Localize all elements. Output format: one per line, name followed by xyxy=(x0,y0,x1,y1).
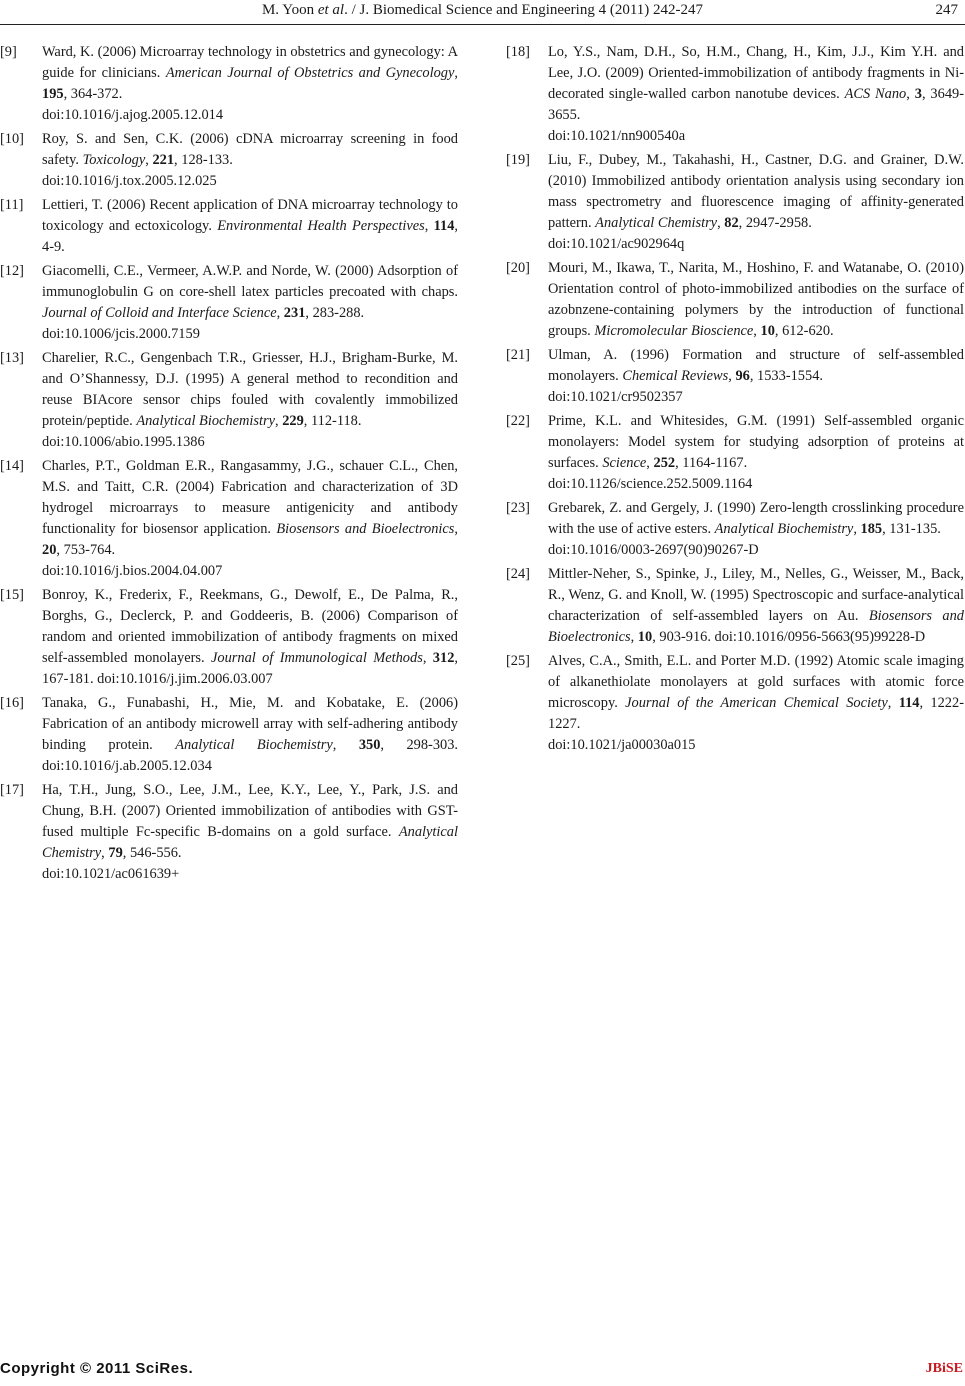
reference-doi: doi:10.1021/ja00030a015 xyxy=(548,737,696,753)
reference-authors: Lettieri, T. (2006) Recent application of DNA microarray technology to toxicology and ectoxicology. xyxy=(42,197,458,234)
reference-number: [11] xyxy=(0,197,24,213)
reference-separator: , xyxy=(145,152,153,168)
reference-authors: Mittler-Neher, S., Spinke, J., Liley, M., Nelles, G., Weisser, M., Back, R., Wenz, G. and Knoll, W. (1995) Spectroscopic and surface-analytical characterization of self-assembled layers on Au. xyxy=(548,566,964,624)
reference-doi: doi:10.1021/cr9502357 xyxy=(548,389,683,405)
reference-separator: , xyxy=(101,845,109,861)
reference-journal: Analytical Chemistry xyxy=(595,215,718,231)
title-suffix: . / J. Biomedical Science and Engineering 4 (2011) 242-247 xyxy=(344,2,704,18)
reference-pages: , 2947-2958. xyxy=(738,215,812,231)
reference-authors: Tanaka, G., Funabashi, H., Mie, M. and Kobatake, E. (2006) Fabrication of an antibody microwell array with self-adhering antibody binding protein. xyxy=(42,695,458,753)
page-footer xyxy=(0,1358,965,1386)
reference-separator: , xyxy=(274,413,283,429)
reference-pages: , 4-9. xyxy=(42,218,459,255)
reference-entry xyxy=(0,195,458,258)
reference-separator: , xyxy=(906,86,915,102)
reference-separator: , xyxy=(887,695,899,711)
reference-number: [12] xyxy=(0,263,24,279)
running-header xyxy=(0,0,965,30)
reference-journal: ACS Nano xyxy=(844,86,907,102)
reference-separator: , xyxy=(454,65,458,81)
reference-journal: Analytical Biochemistry xyxy=(714,521,854,537)
reference-authors: Charles, P.T., Goldman E.R., Rangasammy, J.G., schauer C.L., Chen, M.S. and Taitt, C.R. (2004) Fabrication and characterization of 3D hydrogel microarrays to measure antigenicity and antibody functionality for biosensor application. xyxy=(42,458,458,537)
reference-pages: , 298-303. doi:10.1016/j.ab.2005.12.034 xyxy=(42,737,459,774)
reference-journal: Chemical Reviews xyxy=(622,368,729,384)
reference-authors: Ulman, A. (1996) Formation and structure of self-assembled monolayers. xyxy=(548,347,964,384)
reference-separator: , xyxy=(276,305,284,321)
reference-pages: , 112-118. xyxy=(303,413,362,429)
reference-entry xyxy=(506,258,964,342)
reference-journal: Analytical Biochemistry xyxy=(175,737,333,753)
reference-authors: Ha, T.H., Jung, S.O., Lee, J.M., Lee, K.Y., Lee, Y., Park, J.S. and Chung, B.H. (2007) Oriented immobilization of antibodies with GST-fused multiple Fc-specific B-domains on a gold surface. xyxy=(42,782,458,840)
reference-doi: doi:10.1016/0003-2697(90)90267-D xyxy=(548,542,759,558)
reference-number: [13] xyxy=(0,350,24,366)
reference-entry xyxy=(0,780,458,885)
reference-pages: , 1164-1167. xyxy=(675,455,748,471)
reference-volume: 96 xyxy=(735,368,750,384)
reference-number: [23] xyxy=(506,500,530,516)
reference-volume: 231 xyxy=(283,305,306,321)
reference-separator: , xyxy=(646,455,654,471)
reference-entry xyxy=(506,651,964,756)
reference-number: [24] xyxy=(506,566,530,582)
reference-journal: American Journal of Obstetrics and Gynecology xyxy=(165,65,455,81)
reference-entry xyxy=(506,150,964,255)
reference-authors: Liu, F., Dubey, M., Takahashi, H., Castner, D.G. and Grainer, D.W. (2010) Immobilized antibody orientation analysis using secondary ion mass spectrometry and fluorescence imaging of affinity-generated pattern. xyxy=(548,152,964,231)
reference-entry xyxy=(506,345,964,408)
reference-pages: , 364-372. xyxy=(63,86,123,102)
reference-doi: doi:10.1021/nn900540a xyxy=(548,128,686,144)
reference-authors: Giacomelli, C.E., Vermeer, A.W.P. and Norde, W. (2000) Adsorption of immunoglobulin G on core-shell latex particles precoated with chaps. xyxy=(42,263,458,300)
reference-number: [21] xyxy=(506,347,530,363)
reference-authors: Roy, S. and Sen, C.K. (2006) cDNA microarray screening in food safety. xyxy=(42,131,458,168)
reference-separator: , xyxy=(332,737,359,753)
reference-volume: 312 xyxy=(432,650,455,666)
reference-journal: Analytical Chemistry xyxy=(42,824,458,861)
reference-volume: 20 xyxy=(42,542,57,558)
reference-authors: Bonroy, K., Frederix, F., Reekmans, G., Dewolf, E., De Palma, R., Borghs, G., Declerck, P. and Goddeeris, B. (2006) Comparison of random and oriented immobilization of antibody fragments on mixed self-assembled monolayers. xyxy=(42,587,458,666)
reference-authors: Mouri, M., Ikawa, T., Narita, M., Hoshino, F. and Watanabe, O. (2010) Orientation control of photo-immobilized antibodies on the surface of azobnzene-containing polymers by the introduction of functional groups. xyxy=(548,260,964,339)
reference-journal: Journal of Colloid and Interface Science xyxy=(42,305,277,321)
reference-journal: Science xyxy=(602,455,647,471)
reference-separator: , xyxy=(853,521,861,537)
reference-journal: Environmental Health Perspectives xyxy=(217,218,425,234)
reference-volume: 79 xyxy=(108,845,123,861)
reference-pages: , 903-916. doi:10.1016/0956-5663(95)99228-D xyxy=(652,629,926,645)
reference-volume: 252 xyxy=(653,455,676,471)
reference-entry xyxy=(0,129,458,192)
reference-separator: , xyxy=(424,218,434,234)
reference-entry xyxy=(0,42,458,126)
reference-number: [25] xyxy=(506,653,530,669)
reference-entry xyxy=(0,456,458,582)
reference-volume: 350 xyxy=(358,737,381,753)
reference-number: [20] xyxy=(506,260,530,276)
reference-entry xyxy=(506,498,964,561)
reference-separator: , xyxy=(728,368,736,384)
reference-authors: Lo, Y.S., Nam, D.H., So, H.M., Chang, H., Kim, J.J., Kim Y.H. and Lee, J.O. (2009) Oriented-immobilization of antibody fragments in Ni-decorated single-walled carbon nanotube devices. xyxy=(548,44,964,102)
reference-journal: Analytical Biochemistry xyxy=(136,413,275,429)
reference-pages: , 1222-1227. xyxy=(548,695,964,732)
reference-journal: Toxicology xyxy=(82,152,146,168)
reference-authors: Charelier, R.C., Gengenbach T.R., Griesser, H.J., Brigham-Burke, M. and O’Shannessy, D.J. (1995) A general method to recondition and reuse BIAcore sensor chips fouled with covalently immobilized protein/peptide. xyxy=(42,350,458,429)
reference-column-left xyxy=(0,42,458,888)
journal-abbreviation: JBiSE xyxy=(925,1361,963,1376)
reference-entry xyxy=(0,585,458,690)
reference-entry xyxy=(0,261,458,345)
reference-column-right xyxy=(506,42,964,759)
reference-separator: , xyxy=(717,215,725,231)
reference-pages: , 612-620. xyxy=(774,323,834,339)
reference-pages: , 131-135. xyxy=(882,521,941,537)
reference-doi: doi:10.1006/jcis.2000.7159 xyxy=(42,326,200,342)
reference-doi: doi:10.1016/j.bios.2004.04.007 xyxy=(42,563,223,579)
reference-separator: , xyxy=(630,629,638,645)
reference-number: [9] xyxy=(0,44,17,60)
reference-pages: , 546-556. xyxy=(122,845,182,861)
reference-pages: , 283-288. xyxy=(305,305,365,321)
page-number: 247 xyxy=(935,2,958,18)
reference-entry xyxy=(506,411,964,495)
reference-journal: Journal of the American Chemical Society xyxy=(625,695,888,711)
reference-authors: Alves, C.A., Smith, E.L. and Porter M.D. (1992) Atomic scale imaging of alkanethiolate monolayers at gold surfaces with atomic force microscopy. xyxy=(548,653,964,711)
reference-volume: 3 xyxy=(914,86,922,102)
reference-pages: , 128-133. xyxy=(174,152,233,168)
running-title xyxy=(0,2,965,19)
reference-journal: Micromolecular Bioscience xyxy=(594,323,754,339)
reference-journal: Biosensors and Bioelectronics xyxy=(548,608,964,645)
reference-volume: 221 xyxy=(152,152,175,168)
reference-number: [17] xyxy=(0,782,24,798)
reference-number: [19] xyxy=(506,152,530,168)
reference-volume: 195 xyxy=(42,86,64,102)
header-divider xyxy=(0,24,965,25)
reference-pages: , 1533-1554. xyxy=(749,368,823,384)
reference-volume: 229 xyxy=(282,413,304,429)
reference-authors: Prime, K.L. and Whitesides, G.M. (1991) Self-assembled organic monolayers: Model system for studying adsorption of proteins at surfaces. xyxy=(548,413,964,471)
reference-number: [16] xyxy=(0,695,24,711)
reference-number: [10] xyxy=(0,131,24,147)
reference-entry xyxy=(0,348,458,453)
reference-doi: doi:10.1006/abio.1995.1386 xyxy=(42,434,205,450)
reference-entry xyxy=(0,693,458,777)
reference-journal: Journal of Immunological Methods xyxy=(211,650,423,666)
reference-pages: , 753-764. xyxy=(56,542,116,558)
reference-volume: 114 xyxy=(898,695,920,711)
reference-entry xyxy=(506,564,964,648)
reference-separator: , xyxy=(753,323,761,339)
reference-pages: , 3649-3655. xyxy=(548,86,964,123)
reference-volume: 185 xyxy=(860,521,883,537)
reference-volume: 10 xyxy=(760,323,775,339)
reference-volume: 10 xyxy=(637,629,653,645)
reference-entry xyxy=(506,42,964,147)
reference-doi: doi:10.1126/science.252.5009.1164 xyxy=(548,476,753,492)
reference-separator: , xyxy=(422,650,433,666)
reference-volume: 114 xyxy=(433,218,455,234)
reference-number: [18] xyxy=(506,44,530,60)
reference-doi: doi:10.1016/j.ajog.2005.12.014 xyxy=(42,107,224,123)
title-etal: et al xyxy=(317,2,345,18)
reference-number: [22] xyxy=(506,413,530,429)
reference-authors: Ward, K. (2006) Microarray technology in obstetrics and gynecology: A guide for clinicians. xyxy=(42,44,458,81)
reference-doi: doi:10.1021/ac902964q xyxy=(548,236,685,252)
title-prefix: M. Yoon xyxy=(261,2,318,18)
reference-volume: 82 xyxy=(724,215,739,231)
reference-separator: , xyxy=(454,521,458,537)
reference-number: [15] xyxy=(0,587,24,603)
reference-doi: doi:10.1021/ac061639+ xyxy=(42,866,180,882)
copyright-notice: Copyright © 2011 SciRes. xyxy=(0,1360,194,1377)
reference-pages: , 167-181. doi:10.1016/j.jim.2006.03.007 xyxy=(42,650,458,687)
reference-number: [14] xyxy=(0,458,24,474)
reference-doi: doi:10.1016/j.tox.2005.12.025 xyxy=(42,173,217,189)
reference-journal: Biosensors and Bioelectronics xyxy=(276,521,455,537)
reference-authors: Grebarek, Z. and Gergely, J. (1990) Zero-length crosslinking procedure with the use of active esters. xyxy=(548,500,964,537)
